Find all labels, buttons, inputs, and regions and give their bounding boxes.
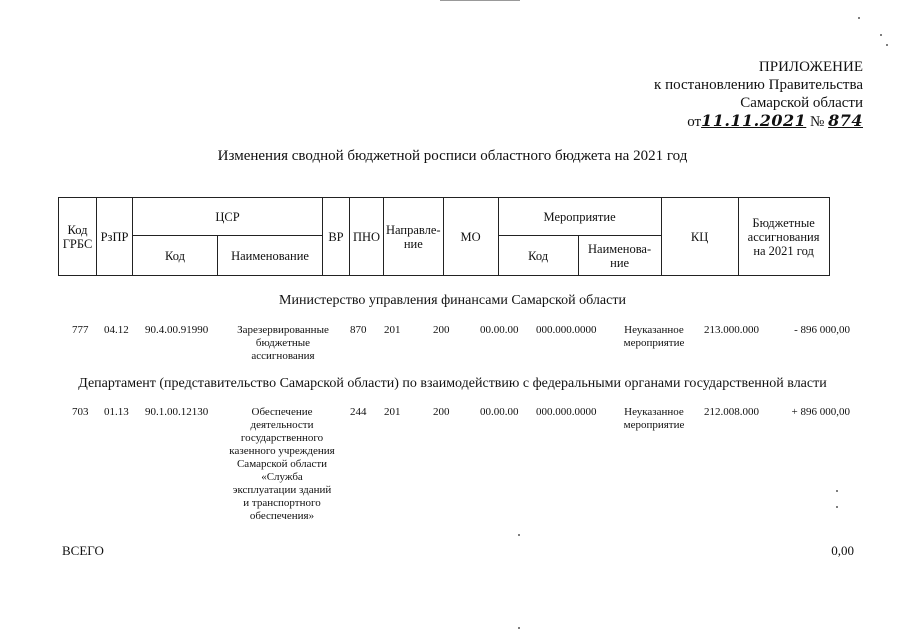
- cell-kc: 212.008.000: [704, 406, 759, 418]
- col-napravlenie: Направле-ние: [384, 198, 444, 276]
- scan-speck: [518, 534, 520, 536]
- annex-block: [654, 58, 863, 131]
- col-pno: ПНО: [350, 198, 384, 276]
- col-rzpr: РзПР: [97, 198, 133, 276]
- annex-number-label: №: [810, 114, 825, 130]
- cell-vr: 244: [350, 406, 367, 418]
- col-meropriyatie: Мероприятие: [498, 198, 661, 236]
- cell-vr: 870: [350, 324, 367, 336]
- col-csr: ЦСР: [133, 198, 323, 236]
- cell-napr: 200: [433, 324, 450, 336]
- table-header: [58, 197, 830, 276]
- cell-amount: + 896 000,00: [791, 406, 850, 418]
- annex-date: 11.11.2021: [701, 111, 807, 130]
- cell-csr-kod: 90.1.00.12130: [145, 406, 209, 418]
- cell-grbs: 703: [72, 406, 89, 418]
- annex-line2: к постановлению Правительства: [654, 77, 863, 93]
- cell-amount: - 896 000,00: [794, 324, 850, 336]
- cell-napr: 200: [433, 406, 450, 418]
- section-title-2: Департамент (представительство Самарской области) по взаимодействию с федеральными органами государственной власти: [78, 376, 827, 391]
- total-value: 0,00: [831, 543, 854, 558]
- scan-speck: [836, 506, 838, 508]
- cell-csr-name: Обеспечение деятельности государственного казенного учреждения Самарской области «Служба эксплуатации зданий и транспортного обеспечения»: [229, 406, 335, 522]
- annex-from-label: от: [687, 114, 702, 130]
- cell-pno: 201: [384, 324, 401, 336]
- scan-line-artifact: [440, 0, 520, 1]
- cell-mo: 00.00.00: [480, 406, 519, 418]
- document-title: Изменения сводной бюджетной росписи областного бюджета на 2021 год: [217, 148, 688, 164]
- total-label: ВСЕГО: [62, 543, 104, 558]
- section-title-1: Министерство управления финансами Самарской области: [279, 293, 626, 308]
- cell-csr-kod: 90.4.00.91990: [145, 324, 209, 336]
- cell-mer-kod: 000.000.0000: [536, 324, 597, 336]
- scan-speck: [886, 44, 888, 46]
- cell-mer-name: Неуказанное мероприятие: [623, 406, 685, 431]
- scan-speck: [858, 17, 860, 19]
- annex-line3: Самарской области: [740, 95, 863, 111]
- annex-date-line: [654, 112, 863, 131]
- cell-mo: 00.00.00: [480, 324, 519, 336]
- scan-speck: [518, 627, 520, 629]
- col-budget: Бюджетные ассигнования на 2021 год: [738, 198, 829, 276]
- cell-mer-kod: 000.000.0000: [536, 406, 597, 418]
- col-mo: МО: [443, 198, 498, 276]
- cell-grbs: 777: [72, 324, 89, 336]
- scan-speck: [836, 490, 838, 492]
- annex-number: 874: [828, 111, 863, 130]
- col-csr-name: Наименование: [218, 236, 323, 276]
- col-kc: КЦ: [661, 198, 738, 276]
- col-mer-name: Наименова-ние: [578, 236, 661, 276]
- cell-csr-name: Зарезервированные бюджетные ассигнования: [237, 324, 329, 362]
- col-vr: ВР: [323, 198, 350, 276]
- col-mer-kod: Код: [498, 236, 578, 276]
- cell-rzpr: 04.12: [104, 324, 129, 336]
- scan-speck: [880, 34, 882, 36]
- cell-mer-name: Неуказанное мероприятие: [623, 324, 685, 349]
- cell-pno: 201: [384, 406, 401, 418]
- col-kod-grbs: Код ГРБС: [59, 198, 97, 276]
- col-csr-kod: Код: [133, 236, 218, 276]
- annex-title: ПРИЛОЖЕНИЕ: [758, 59, 863, 75]
- cell-rzpr: 01.13: [104, 406, 129, 418]
- cell-kc: 213.000.000: [704, 324, 759, 336]
